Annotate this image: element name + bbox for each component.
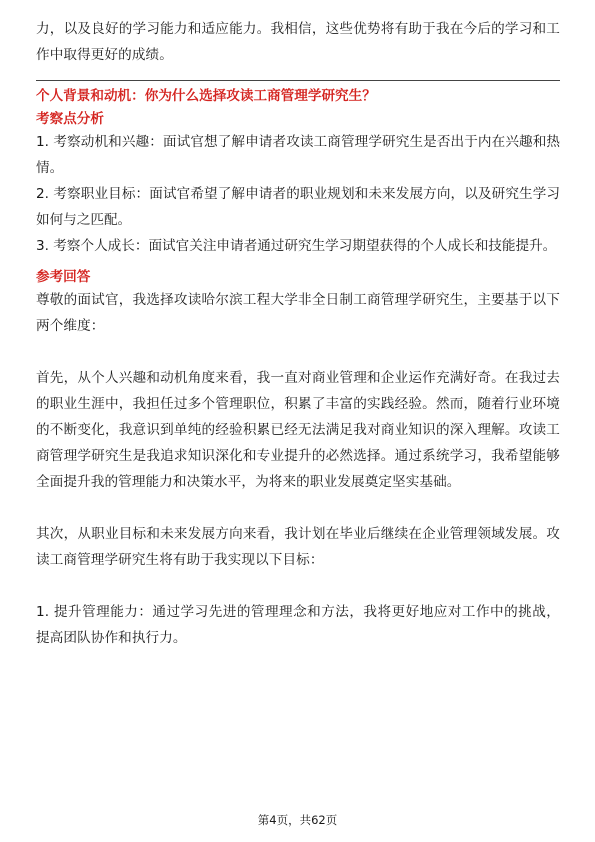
answer-paragraph-4: 1. 提升管理能力：通过学习先进的管理理念和方法，我将更好地应对工作中的挑战，提高团队协作和执行力。: [36, 604, 560, 646]
analysis-item-2: 2. 考察职业目标：面试官希望了解申请者的职业规划和未来发展方向，以及研究生学习如何与之匹配。: [36, 186, 560, 228]
analysis-item-3: 3. 考察个人成长：面试官关注申请者通过研究生学习期望获得的个人成长和技能提升。: [36, 238, 557, 254]
page-number: 第4页，共62页: [257, 813, 338, 827]
spacer: [36, 259, 560, 265]
question-title: 个人背景和动机：你为什么选择攻读工商管理学研究生？: [36, 88, 376, 104]
answer-heading: 参考回答: [36, 269, 91, 285]
spacer: [36, 573, 560, 599]
intro-paragraph: 力，以及良好的学习能力和适应能力。我相信，这些优势将有助于我在今后的学习和工作中取得更好的成绩。: [36, 21, 560, 63]
analysis-heading: 考察点分析: [36, 111, 104, 127]
spacer: [36, 495, 560, 521]
answer-paragraph-2: 首先，从个人兴趣和动机角度来看，我一直对商业管理和企业运作充满好奇。在我过去的职业生涯中，我担任过多个管理职位，积累了丰富的实践经验。然而，随着行业环境的不断变化，我意识到单纯的经验积累已经无法满足我对商业知识的深入理解。攻读工商管理学研究生是我追求知识深化和专业提升的必然选择。通过系统学习，我希望能够全面提升我的管理能力和决策水平，为将来的职业发展奠定坚实基础。: [36, 370, 560, 490]
answer-paragraph-3: 其次，从职业目标和未来发展方向来看，我计划在毕业后继续在企业管理领域发展。攻读工商管理学研究生将有助于我实现以下目标：: [36, 526, 560, 568]
answer-paragraph-1: 尊敬的面试官，我选择攻读哈尔滨工程大学非全日制工商管理学研究生，主要基于以下两个维度：: [36, 292, 560, 334]
section-divider: [36, 80, 560, 81]
spacer: [36, 339, 560, 365]
analysis-item-1: 1. 考察动机和兴趣：面试官想了解申请者攻读工商管理学研究生是否出于内在兴趣和热情。: [36, 134, 560, 176]
document-page: [36, 16, 560, 651]
